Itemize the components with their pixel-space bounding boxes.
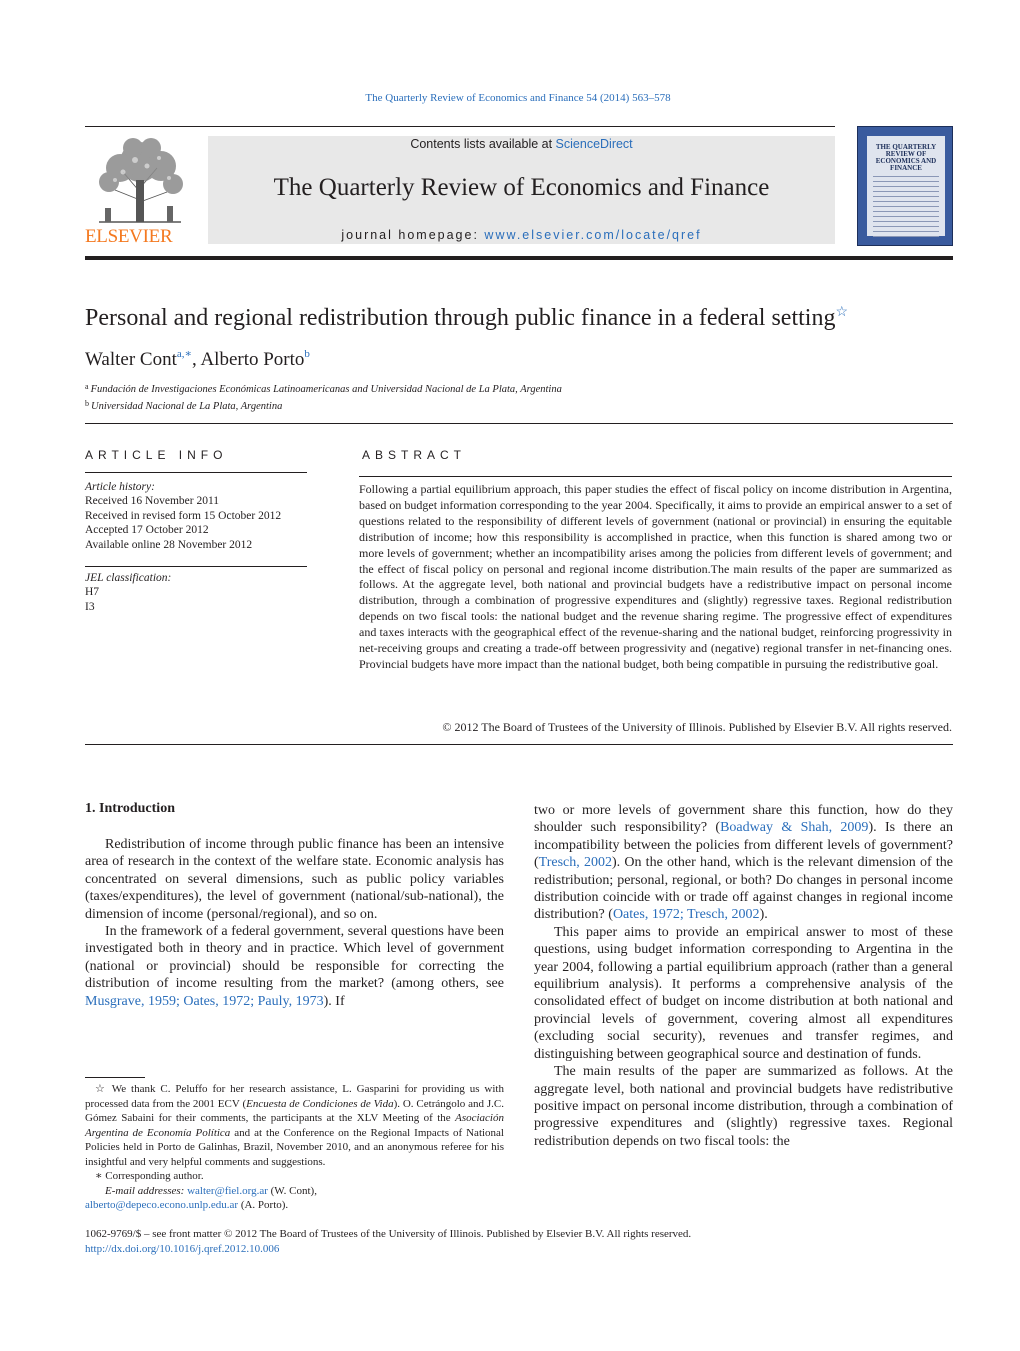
- front-matter-footer: [85, 1227, 691, 1256]
- author-affiliation-mark[interactable]: a,∗: [176, 348, 192, 360]
- doi-link[interactable]: http://dx.doi.org/10.1016/j.qref.2012.10.006: [85, 1242, 280, 1255]
- citation-link[interactable]: Oates, 1972; Tresch, 2002: [612, 907, 760, 923]
- intro-paragraph: This paper aims to provide an empirical answer to most of these questions, using budget information corresponding to Argentina in the year 2004, following a partial equilibrium approach (rather than a general equilibrium analysis). It performs a comprehensive analysis of the consolidated effect of budget on income distribution at both national and provincial levels of government, covering almost all expenditures (excluding social security), revenues and transfer regimes, and distinguishing between geographical source and destination of funds.: [534, 924, 953, 1062]
- history-item: Received 16 November 2011: [85, 495, 220, 508]
- author-name: Walter Cont: [85, 349, 177, 370]
- citation-link[interactable]: Tresch, 2002: [538, 855, 612, 871]
- article-history: [85, 480, 281, 552]
- header-rule-thick: [85, 256, 953, 260]
- cover-title: THE QUARTERLY REVIEW OF ECONOMICS AND FINANCE: [875, 143, 937, 172]
- title-footnote-mark[interactable]: ☆: [835, 305, 849, 320]
- affiliation-item: $^b$ Universidad Nacional de La Plata, Argentina: [85, 399, 283, 412]
- journal-cover-thumbnail[interactable]: [857, 126, 953, 246]
- affiliation-list: [85, 380, 562, 414]
- jel-rule: [85, 566, 307, 567]
- jel-label: JEL classification:: [85, 572, 172, 584]
- header-rule-top: [85, 126, 835, 127]
- cover-contents-lines: [873, 176, 939, 241]
- email-link[interactable]: alberto@depeco.econo.unlp.edu.ar: [85, 1199, 239, 1211]
- rule-below-abstract: [85, 744, 953, 745]
- email-footnote-continued: alberto@depeco.econo.unlp.edu.ar (A. Porto).: [85, 1199, 289, 1211]
- issn-line: 1062-9769/$ – see front matter © 2012 The Board of Trustees of the University of Illinois. Published by Elsevier B.V. All rights reserved.: [85, 1228, 692, 1240]
- article-history-label: Article history:: [85, 481, 155, 493]
- history-item: Received in revised form 15 October 2012: [85, 509, 282, 522]
- citation-link[interactable]: Boadway & Shah, 2009: [720, 820, 869, 836]
- publisher-name: ELSEVIER: [85, 226, 173, 247]
- email-footnote: E-mail addresses: walter@fiel.org.ar (W. Cont),: [105, 1184, 317, 1197]
- body-column-left: [85, 836, 504, 1010]
- email-link[interactable]: walter@fiel.org.ar: [187, 1184, 268, 1197]
- corresponding-author-footnote: ∗ Corresponding author.: [95, 1170, 204, 1182]
- acknowledgement-footnote: ☆ We thank C. Peluffo for her research assistance, L. Gasparini for providing us with processed data from the 2001 ECV (Encuesta de Condiciones de Vida). O. Cetrángolo and J.C. Gómez Sabaini for their comments, the participants at the XLV Meeting of the Asociación Argentina de Economía Política and at the Conference on the Regional Impacts of National Policies held in Porto de Galinhas, Brazil, November 2010, and an anonymous referee for his insightful and very helpful comments and suggestions.: [85, 1083, 505, 1168]
- abstract-text: Following a partial equilibrium approach, this paper studies the effect of fiscal policy on income distribution in Argentina, based on budget information corresponding to the year 2004. Specifically, it aims to provide an empirical answer to a set of questions related to the responsibility of different levels of government (national or provincial) in ensuring the equitable distribution of income; how this responsibility is accomplished in practice, when this function is shared among two or more levels of government; whether an incompatibility arises among the policies from different levels of government; and the effect of fiscal policy on personal and regional income distribution.The main results of the paper are summarized as follows. At the aggregate level, both national and provincial budgets have a redistributive impact on personal income distribution, through a combination of progressive expenditures and (slightly) regressive taxes. Regional redistribution depends on two fiscal tools: the national budget and the revenue sharing regime. The progressive effect of expenditures and taxes interacts with the geographical effect of the revenue-sharing and the national budget, reinforcing progressivity in net-receiving groups and creating a trade-off between progressivity and (negative) regional transfer in net-financing ones. Provincial budgets have more impact than the national budget, both being compatible in pursuing the redistributive goal.: [359, 482, 952, 671]
- contents-available-line: Contents lists available at ScienceDirect: [410, 137, 633, 151]
- sciencedirect-link[interactable]: ScienceDirect: [555, 137, 633, 151]
- footnote-rule: [85, 1077, 145, 1078]
- journal-homepage-link[interactable]: www.elsevier.com/locate/qref: [484, 228, 702, 242]
- article-info-heading: ARTICLE INFO: [85, 448, 228, 462]
- author-name: Alberto Porto: [200, 349, 305, 370]
- jel-code: H7: [85, 586, 100, 599]
- intro-paragraph: In the framework of a federal government, several questions have been investigated both in theory and in practice. Which level of government (national or provincial) should be responsible for correcting the distribution of income resulting from the market? (among others, see Musgrave, 1959; Oates, 1972; Pauly, 1973). If: [85, 924, 504, 1009]
- author-affiliation-mark[interactable]: b: [304, 348, 310, 360]
- abstract-heading: ABSTRACT: [362, 448, 467, 462]
- abstract-copyright: © 2012 The Board of Trustees of the University of Illinois. Published by Elsevier B.V. All rights reserved.: [442, 720, 952, 734]
- rule-below-affiliations: [85, 423, 953, 424]
- journal-homepage-line: journal homepage: www.elsevier.com/locate/qref: [341, 228, 702, 242]
- section-heading-introduction: 1. Introduction: [85, 801, 175, 816]
- author-list: Walter Cont$^{a,∗}$, Alberto Porto$^b$: [85, 348, 310, 370]
- abstract-rule: [359, 476, 952, 477]
- journal-masthead: [208, 136, 835, 244]
- jel-code: I3: [85, 600, 95, 613]
- affiliation-item: $^a$ Fundación de Investigaciones Económicas Latinoamericanas and Universidad Nacional de La Plata, Argentina: [85, 382, 562, 395]
- cover-panel: [867, 136, 945, 236]
- article-info-rule: [85, 472, 307, 473]
- jel-classification: [85, 571, 171, 614]
- body-column-right: [534, 802, 953, 1150]
- intro-paragraph: two or more levels of government share this function, how do they shoulder such responsibility? (Boadway & Shah, 2009). Is there an incompatibility between the policies from different levels of government? (Tresch, 2002). On the other hand, which is the relevant dimension of the redistribution; personal, regional, or both? Do changes in personal income distribution coincide with or trade off against changes in regional income distribution? (Oates, 1972; Tresch, 2002).: [534, 803, 953, 923]
- journal-title: The Quarterly Review of Economics and Finance: [273, 174, 770, 201]
- citation-link[interactable]: Musgrave, 1959; Oates, 1972; Pauly, 1973: [85, 993, 324, 1009]
- history-item: Accepted 17 October 2012: [85, 524, 209, 537]
- history-item: Available online 28 November 2012: [85, 538, 253, 551]
- intro-paragraph: The main results of the paper are summarized as follows. At the aggregate level, both national and provincial budgets have redistributive positive impact on personal income distribution, through a combination of progressive expenditures and (slightly) regressive taxes. Regional redistribution depends on two fiscal tools: the: [534, 1064, 953, 1149]
- intro-paragraph: Redistribution of income through public finance has been an intensive area of research in the context of the welfare state. Economic analysis has concentrated on several dimensions, such as public policy variables (taxes/expenditures), the level of government (national/sub-national), the dimension of income (personal/regional), and so on.: [85, 837, 504, 922]
- journal-citation[interactable]: The Quarterly Review of Economics and Finance 54 (2014) 563–578: [365, 92, 671, 104]
- footnotes: [85, 1082, 504, 1213]
- article-title: Personal and regional redistribution through public finance in a federal setting☆: [85, 305, 849, 331]
